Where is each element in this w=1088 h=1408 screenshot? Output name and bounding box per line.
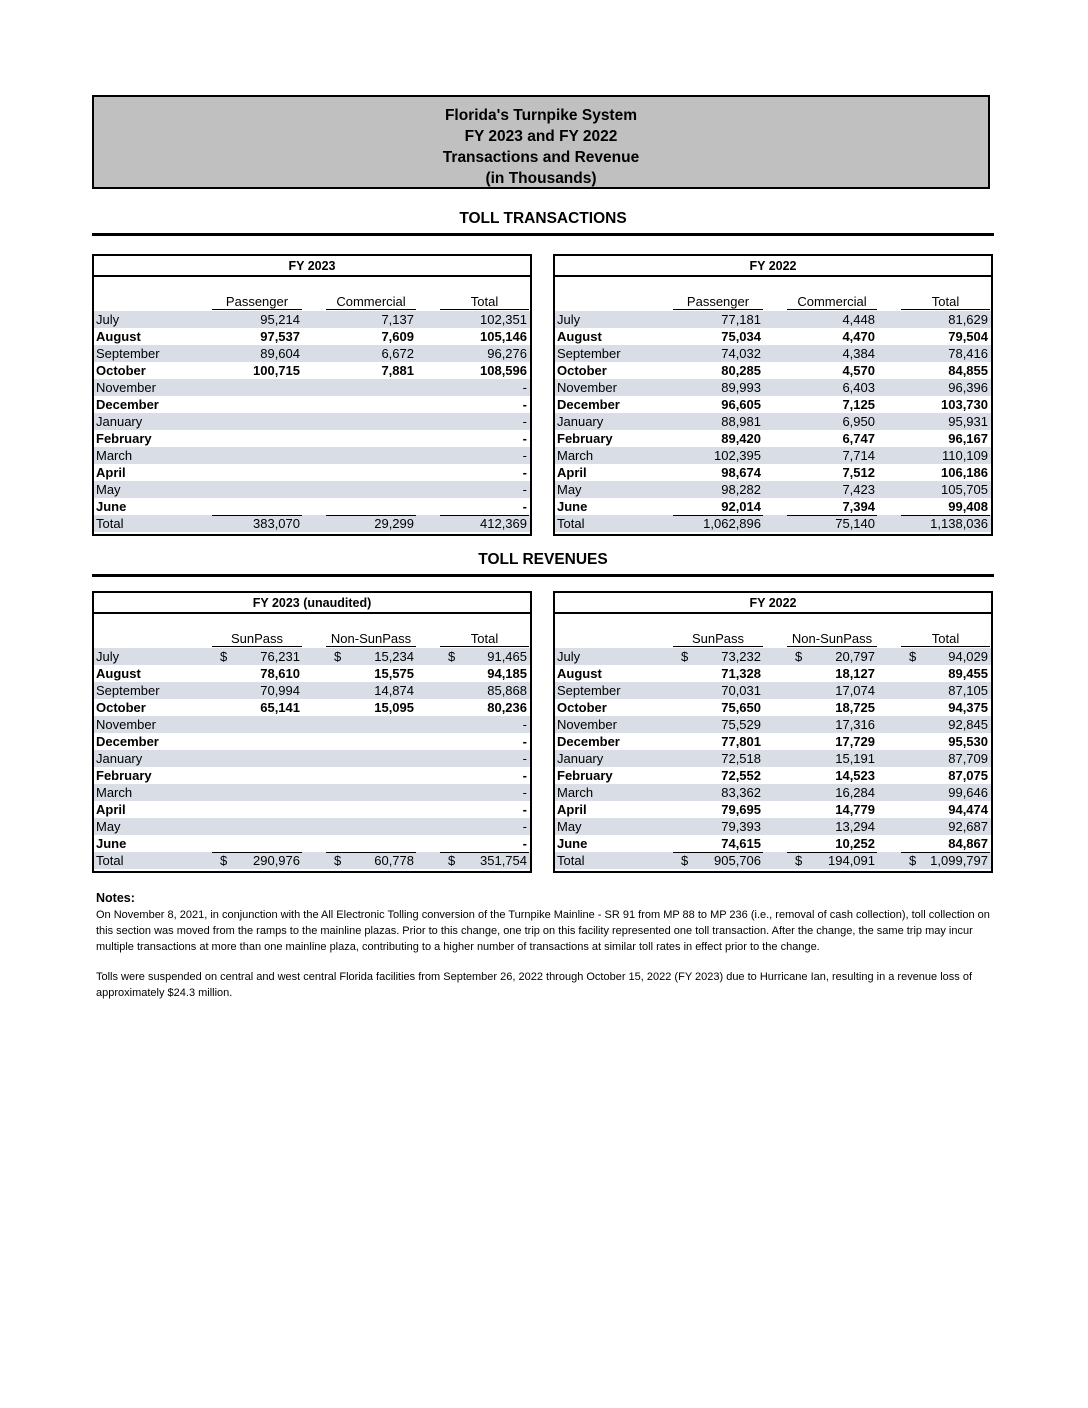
value-cell: 110,109 — [941, 448, 988, 463]
value-cell: 72,552 — [721, 768, 761, 783]
table-row — [555, 396, 991, 413]
value-cell: 92,687 — [948, 819, 988, 834]
column-headers — [94, 277, 530, 311]
value-cell: 106,186 — [941, 465, 988, 480]
month-cell: January — [557, 414, 604, 429]
value-cell: - — [522, 397, 527, 412]
value-cell: 7,423 — [842, 482, 875, 497]
value-cell: 10,252 — [835, 836, 875, 851]
value-cell: 290,976 — [253, 853, 300, 868]
value-cell: 75,650 — [721, 700, 761, 715]
table-row — [94, 682, 530, 699]
value-cell: 95,214 — [260, 312, 300, 327]
column-header: Commercial — [787, 294, 877, 310]
value-cell: 18,725 — [835, 700, 875, 715]
column-header: Total — [440, 294, 529, 310]
month-cell: July — [557, 312, 581, 327]
value-cell: 14,779 — [835, 802, 875, 817]
value-cell: 76,231 — [260, 649, 300, 664]
report-title-box — [92, 95, 990, 189]
table-row — [555, 699, 991, 716]
section-heading-transactions: TOLL TRANSACTIONS — [92, 210, 994, 236]
table-row — [94, 481, 530, 498]
value-cell: 94,474 — [948, 802, 988, 817]
table-row — [94, 648, 530, 665]
value-cell: 92,014 — [721, 499, 761, 514]
value-cell: 97,537 — [260, 329, 300, 344]
value-cell: 16,284 — [835, 785, 875, 800]
value-cell: 71,328 — [721, 666, 761, 681]
value-cell: 383,070 — [253, 516, 300, 531]
month-cell: January — [96, 414, 143, 429]
total-rule — [787, 515, 877, 516]
month-cell: July — [96, 649, 120, 664]
value-cell: 84,855 — [948, 363, 988, 378]
table-row — [94, 345, 530, 362]
total-rule — [901, 515, 990, 516]
table-row — [555, 464, 991, 481]
value-cell: 89,420 — [721, 431, 761, 446]
value-cell: 99,408 — [948, 499, 988, 514]
month-cell: March — [557, 785, 594, 800]
value-cell: 73,232 — [721, 649, 761, 664]
month-cell: September — [557, 683, 621, 698]
column-header: Passenger — [212, 294, 302, 310]
value-cell: 79,504 — [948, 329, 988, 344]
total-rule — [901, 852, 990, 853]
currency-symbol: $ — [909, 853, 917, 868]
value-cell: 79,393 — [721, 819, 761, 834]
notes-title: Notes: — [96, 891, 135, 905]
table-row — [94, 665, 530, 682]
table-row — [555, 767, 991, 784]
value-cell: 194,091 — [828, 853, 875, 868]
table-row — [94, 413, 530, 430]
month-cell: March — [96, 785, 133, 800]
value-cell: 6,403 — [842, 380, 875, 395]
currency-symbol: $ — [909, 649, 917, 664]
value-cell: 87,105 — [948, 683, 988, 698]
month-cell: October — [557, 363, 607, 378]
table-row — [94, 784, 530, 801]
value-cell: 74,032 — [721, 346, 761, 361]
column-header: SunPass — [673, 631, 763, 647]
table-row — [555, 716, 991, 733]
column-header: Total — [440, 631, 529, 647]
table-row — [94, 716, 530, 733]
month-cell: April — [557, 802, 587, 817]
column-headers — [555, 277, 991, 311]
value-cell: 87,075 — [948, 768, 988, 783]
value-cell: 1,099,797 — [930, 853, 988, 868]
value-cell: 4,384 — [842, 346, 875, 361]
value-cell: 70,994 — [260, 683, 300, 698]
month-cell: February — [96, 431, 152, 446]
currency-symbol: $ — [334, 853, 342, 868]
month-cell: December — [557, 397, 620, 412]
month-cell: August — [96, 666, 141, 681]
total-rule — [326, 852, 416, 853]
transactions-fy2022-table — [553, 254, 993, 536]
table-row — [555, 784, 991, 801]
month-cell: Total — [557, 853, 585, 868]
value-cell: 94,185 — [487, 666, 527, 681]
value-cell: 75,140 — [835, 516, 875, 531]
value-cell: - — [522, 751, 527, 766]
month-cell: June — [96, 499, 127, 514]
total-row — [555, 852, 991, 869]
note-paragraph: Tolls were suspended on central and west central Florida facilities from September 26, 2022 through October 15, 2022 (FY 2023) due to Hurricane Ian, resulting in a revenue loss of approximately $24.3 million. — [96, 971, 973, 999]
value-cell: 15,575 — [374, 666, 414, 681]
value-cell: 7,125 — [842, 397, 875, 412]
value-cell: 98,282 — [721, 482, 761, 497]
panel-title: FY 2023 — [94, 256, 530, 277]
value-cell: - — [522, 465, 527, 480]
table-row — [555, 413, 991, 430]
month-cell: December — [96, 734, 159, 749]
value-cell: 6,672 — [381, 346, 414, 361]
value-cell: 60,778 — [374, 853, 414, 868]
value-cell: - — [522, 431, 527, 446]
value-cell: 72,518 — [721, 751, 761, 766]
report-subtitle: FY 2023 and FY 2022 — [464, 128, 618, 145]
table-row — [94, 733, 530, 750]
currency-symbol: $ — [795, 649, 803, 664]
value-cell: 77,181 — [721, 312, 761, 327]
value-cell: 14,523 — [835, 768, 875, 783]
value-cell: 95,530 — [948, 734, 988, 749]
note-paragraph: On November 8, 2021, in conjunction with the All Electronic Tolling conversion of the Turnpike Mainline - SR 91 from MP 88 to MP 236 (i.e., removal of cash collection), toll collection on this section was moved from the ramps to the mainline plazas. Prior to this change, one trip on this facility represented one toll transaction. After the change, the same trip may incur multiple transactions at more than one mainline plaza, contributing to a higher number of transactions at similar toll rates in effect prior to the change. — [96, 909, 990, 953]
value-cell: - — [522, 380, 527, 395]
value-cell: 75,034 — [721, 329, 761, 344]
month-cell: Total — [96, 516, 124, 531]
month-cell: June — [96, 836, 127, 851]
value-cell: 70,031 — [721, 683, 761, 698]
total-rule — [787, 852, 877, 853]
value-cell: 103,730 — [941, 397, 988, 412]
table-row — [94, 464, 530, 481]
month-cell: August — [557, 329, 602, 344]
value-cell: - — [522, 836, 527, 851]
value-cell: 7,714 — [842, 448, 875, 463]
table-row — [94, 498, 530, 515]
currency-symbol: $ — [681, 853, 689, 868]
month-cell: November — [557, 380, 617, 395]
report-subtitle: Transactions and Revenue — [442, 149, 640, 166]
table-row — [555, 750, 991, 767]
table-row — [94, 801, 530, 818]
table-row — [94, 311, 530, 328]
value-cell: - — [522, 414, 527, 429]
month-cell: July — [557, 649, 581, 664]
value-cell: 15,234 — [374, 649, 414, 664]
column-headers — [94, 614, 530, 648]
total-row — [94, 515, 530, 532]
value-cell: - — [522, 717, 527, 732]
month-cell: April — [96, 465, 126, 480]
month-cell: April — [96, 802, 126, 817]
value-cell: - — [522, 768, 527, 783]
currency-symbol: $ — [220, 853, 228, 868]
currency-symbol: $ — [220, 649, 228, 664]
value-cell: 17,729 — [835, 734, 875, 749]
table-row — [555, 665, 991, 682]
value-cell: 18,127 — [835, 666, 875, 681]
month-cell: August — [557, 666, 602, 681]
value-cell: - — [522, 819, 527, 834]
table-row — [94, 396, 530, 413]
currency-symbol: $ — [334, 649, 342, 664]
value-cell: 29,299 — [374, 516, 414, 531]
value-cell: 77,801 — [721, 734, 761, 749]
table-row — [555, 498, 991, 515]
month-cell: October — [96, 363, 146, 378]
value-cell: 4,570 — [842, 363, 875, 378]
month-cell: Total — [96, 853, 124, 868]
value-cell: 17,074 — [835, 683, 875, 698]
value-cell: 351,754 — [480, 853, 527, 868]
table-row — [555, 801, 991, 818]
value-cell: 15,095 — [374, 700, 414, 715]
value-cell: 89,604 — [260, 346, 300, 361]
table-row — [555, 481, 991, 498]
panel-title: FY 2022 — [555, 256, 991, 277]
month-cell: December — [557, 734, 620, 749]
report-units: (in Thousands) — [485, 170, 597, 187]
value-cell: - — [522, 499, 527, 514]
value-cell: 89,455 — [948, 666, 988, 681]
value-cell: 85,868 — [487, 683, 527, 698]
value-cell: 94,375 — [948, 700, 988, 715]
month-cell: September — [96, 346, 160, 361]
month-cell: February — [557, 431, 613, 446]
value-cell: 96,276 — [487, 346, 527, 361]
month-cell: January — [557, 751, 604, 766]
value-cell: 1,062,896 — [703, 516, 761, 531]
value-cell: 96,167 — [948, 431, 988, 446]
value-cell: 7,137 — [381, 312, 414, 327]
table-row — [555, 345, 991, 362]
table-row — [94, 699, 530, 716]
month-cell: February — [557, 768, 613, 783]
month-cell: January — [96, 751, 143, 766]
total-row — [555, 515, 991, 532]
value-cell: 17,316 — [835, 717, 875, 732]
value-cell: 94,029 — [948, 649, 988, 664]
value-cell: 84,867 — [948, 836, 988, 851]
month-cell: September — [96, 683, 160, 698]
month-cell: June — [557, 836, 588, 851]
table-row — [555, 835, 991, 852]
value-cell: 79,695 — [721, 802, 761, 817]
month-cell: July — [96, 312, 120, 327]
value-cell: 412,369 — [480, 516, 527, 531]
value-cell: 7,394 — [842, 499, 875, 514]
value-cell: 105,146 — [480, 329, 527, 344]
value-cell: 6,747 — [842, 431, 875, 446]
value-cell: 13,294 — [835, 819, 875, 834]
month-cell: April — [557, 465, 587, 480]
value-cell: 15,191 — [835, 751, 875, 766]
value-cell: 102,395 — [714, 448, 761, 463]
value-cell: 89,993 — [721, 380, 761, 395]
value-cell: 4,448 — [842, 312, 875, 327]
table-row — [555, 430, 991, 447]
value-cell: 102,351 — [480, 312, 527, 327]
column-header: Passenger — [673, 294, 763, 310]
total-rule — [212, 852, 302, 853]
value-cell: 7,512 — [842, 465, 875, 480]
value-cell: 4,470 — [842, 329, 875, 344]
value-cell: 20,797 — [835, 649, 875, 664]
month-cell: November — [557, 717, 617, 732]
currency-symbol: $ — [448, 853, 456, 868]
month-cell: December — [96, 397, 159, 412]
total-row — [94, 852, 530, 869]
value-cell: 96,605 — [721, 397, 761, 412]
column-header: Total — [901, 631, 990, 647]
column-header: SunPass — [212, 631, 302, 647]
table-row — [94, 447, 530, 464]
column-header: Non-SunPass — [787, 631, 877, 647]
month-cell: May — [96, 819, 121, 834]
value-cell: 91,465 — [487, 649, 527, 664]
total-rule — [440, 515, 529, 516]
table-row — [555, 362, 991, 379]
panel-title: FY 2023 (unaudited) — [94, 593, 530, 614]
total-rule — [440, 852, 529, 853]
month-cell: November — [96, 380, 156, 395]
month-cell: August — [96, 329, 141, 344]
value-cell: 1,138,036 — [930, 516, 988, 531]
column-headers — [555, 614, 991, 648]
value-cell: 108,596 — [480, 363, 527, 378]
currency-symbol: $ — [681, 649, 689, 664]
value-cell: 6,950 — [842, 414, 875, 429]
value-cell: 74,615 — [721, 836, 761, 851]
month-cell: September — [557, 346, 621, 361]
month-cell: March — [96, 448, 133, 463]
value-cell: 83,362 — [721, 785, 761, 800]
value-cell: 95,931 — [948, 414, 988, 429]
table-row — [555, 733, 991, 750]
table-row — [555, 311, 991, 328]
value-cell: 905,706 — [714, 853, 761, 868]
total-rule — [212, 515, 302, 516]
column-header: Non-SunPass — [326, 631, 416, 647]
value-cell: 99,646 — [948, 785, 988, 800]
month-cell: May — [557, 819, 582, 834]
month-cell: October — [557, 700, 607, 715]
value-cell: 80,285 — [721, 363, 761, 378]
value-cell: 105,705 — [941, 482, 988, 497]
table-row — [555, 818, 991, 835]
value-cell: 75,529 — [721, 717, 761, 732]
panel-title: FY 2022 — [555, 593, 991, 614]
transactions-fy2023-table — [92, 254, 532, 536]
table-row — [555, 379, 991, 396]
value-cell: 78,610 — [260, 666, 300, 681]
table-row — [94, 430, 530, 447]
table-row — [94, 818, 530, 835]
month-cell: November — [96, 717, 156, 732]
column-header: Commercial — [326, 294, 416, 310]
month-cell: October — [96, 700, 146, 715]
total-rule — [673, 515, 763, 516]
table-row — [555, 328, 991, 345]
value-cell: 7,609 — [381, 329, 414, 344]
currency-symbol: $ — [448, 649, 456, 664]
total-rule — [326, 515, 416, 516]
month-cell: February — [96, 768, 152, 783]
table-row — [555, 447, 991, 464]
value-cell: - — [522, 734, 527, 749]
table-row — [555, 682, 991, 699]
value-cell: 65,141 — [260, 700, 300, 715]
value-cell: 14,874 — [374, 683, 414, 698]
table-row — [555, 648, 991, 665]
value-cell: 100,715 — [253, 363, 300, 378]
value-cell: 81,629 — [948, 312, 988, 327]
column-header: Total — [901, 294, 990, 310]
value-cell: 88,981 — [721, 414, 761, 429]
value-cell: 87,709 — [948, 751, 988, 766]
value-cell: - — [522, 785, 527, 800]
table-row — [94, 328, 530, 345]
report-title: Florida's Turnpike System — [444, 107, 638, 124]
revenues-fy2023-table — [92, 591, 532, 873]
total-rule — [673, 852, 763, 853]
value-cell: 7,881 — [381, 363, 414, 378]
table-row — [94, 362, 530, 379]
value-cell: - — [522, 448, 527, 463]
value-cell: 96,396 — [948, 380, 988, 395]
value-cell: - — [522, 802, 527, 817]
month-cell: March — [557, 448, 594, 463]
month-cell: June — [557, 499, 588, 514]
month-cell: Total — [557, 516, 585, 531]
value-cell: 78,416 — [948, 346, 988, 361]
notes-section — [96, 890, 996, 1015]
table-row — [94, 767, 530, 784]
value-cell: 98,674 — [721, 465, 761, 480]
month-cell: May — [96, 482, 121, 497]
table-row — [94, 750, 530, 767]
month-cell: May — [557, 482, 582, 497]
table-row — [94, 835, 530, 852]
section-heading-revenues: TOLL REVENUES — [92, 551, 994, 577]
currency-symbol: $ — [795, 853, 803, 868]
table-row — [94, 379, 530, 396]
value-cell: 80,236 — [487, 700, 527, 715]
value-cell: - — [522, 482, 527, 497]
revenues-fy2022-table — [553, 591, 993, 873]
value-cell: 92,845 — [948, 717, 988, 732]
